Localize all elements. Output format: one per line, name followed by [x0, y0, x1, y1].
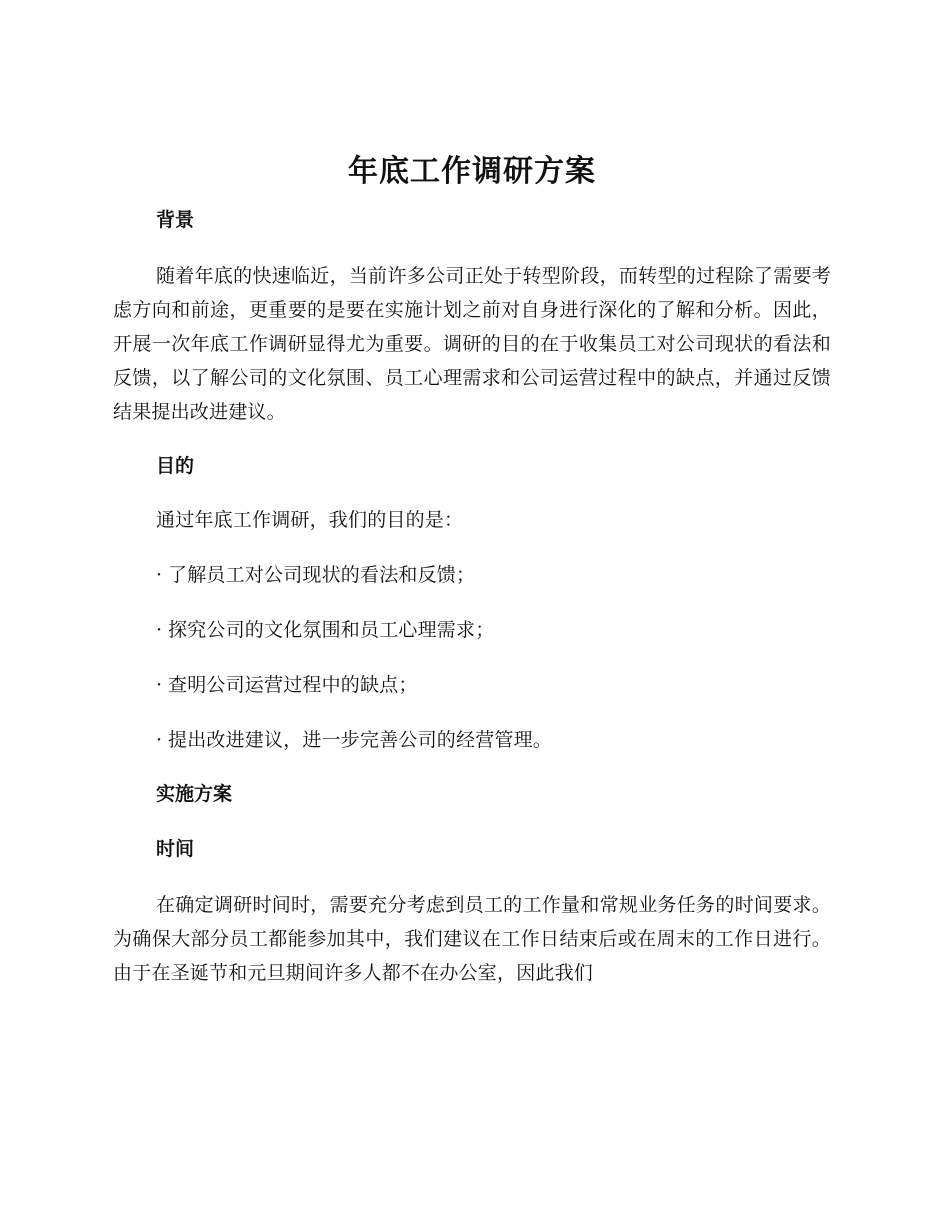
- document-title: 年底工作调研方案: [348, 154, 596, 189]
- purpose-heading: 目的: [156, 455, 195, 477]
- background-paragraph: 随着年底的快速临近，当前许多公司正处于转型阶段，而转型的过程除了需要考虑方向和前途，更重要的是要在实施计划之前对自身进行深化的了解和分析。因此，开展一次年底工作调研显得尤为重要。调研的目的在于收集员工对公司现状的看法和反馈，以了解公司的文化氛围、员工心理需求和公司运营过程中的缺点，并通过反馈结果提出改进建议。: [113, 265, 831, 423]
- purpose-bullet-item: [113, 558, 831, 592]
- purpose-bullet-text: 查明公司运营过程中的缺点；: [168, 674, 418, 696]
- background-heading: 背景: [156, 209, 195, 231]
- purpose-bullet-item: [113, 613, 831, 647]
- time-heading: 时间: [156, 838, 195, 860]
- bullet-dot-icon: ·: [156, 564, 163, 586]
- bullet-dot-icon: ·: [156, 674, 163, 696]
- purpose-bullet-text: 了解员工对公司现状的看法和反馈；: [168, 564, 476, 586]
- time-paragraph: 在确定调研时间时，需要充分考虑到员工的工作量和常规业务任务的时间要求。为确保大部分员工都能参加其中，我们建议在工作日结束后或在周末的工作日进行。由于在圣诞节和元旦期间许多人都不在办公室，因此我们: [113, 894, 831, 984]
- implementation-heading: 实施方案: [156, 783, 233, 805]
- purpose-intro: 通过年底工作调研，我们的目的是：: [156, 509, 464, 531]
- purpose-bullet-item: [113, 723, 831, 757]
- bullet-dot-icon: ·: [156, 619, 163, 641]
- purpose-bullet-item: [113, 668, 831, 702]
- document-page: [113, 148, 831, 990]
- bullet-dot-icon: ·: [156, 729, 163, 751]
- purpose-bullet-text: 提出改进建议，进一步完善公司的经营管理。: [168, 729, 553, 751]
- purpose-bullet-text: 探究公司的文化氛围和员工心理需求；: [168, 619, 495, 641]
